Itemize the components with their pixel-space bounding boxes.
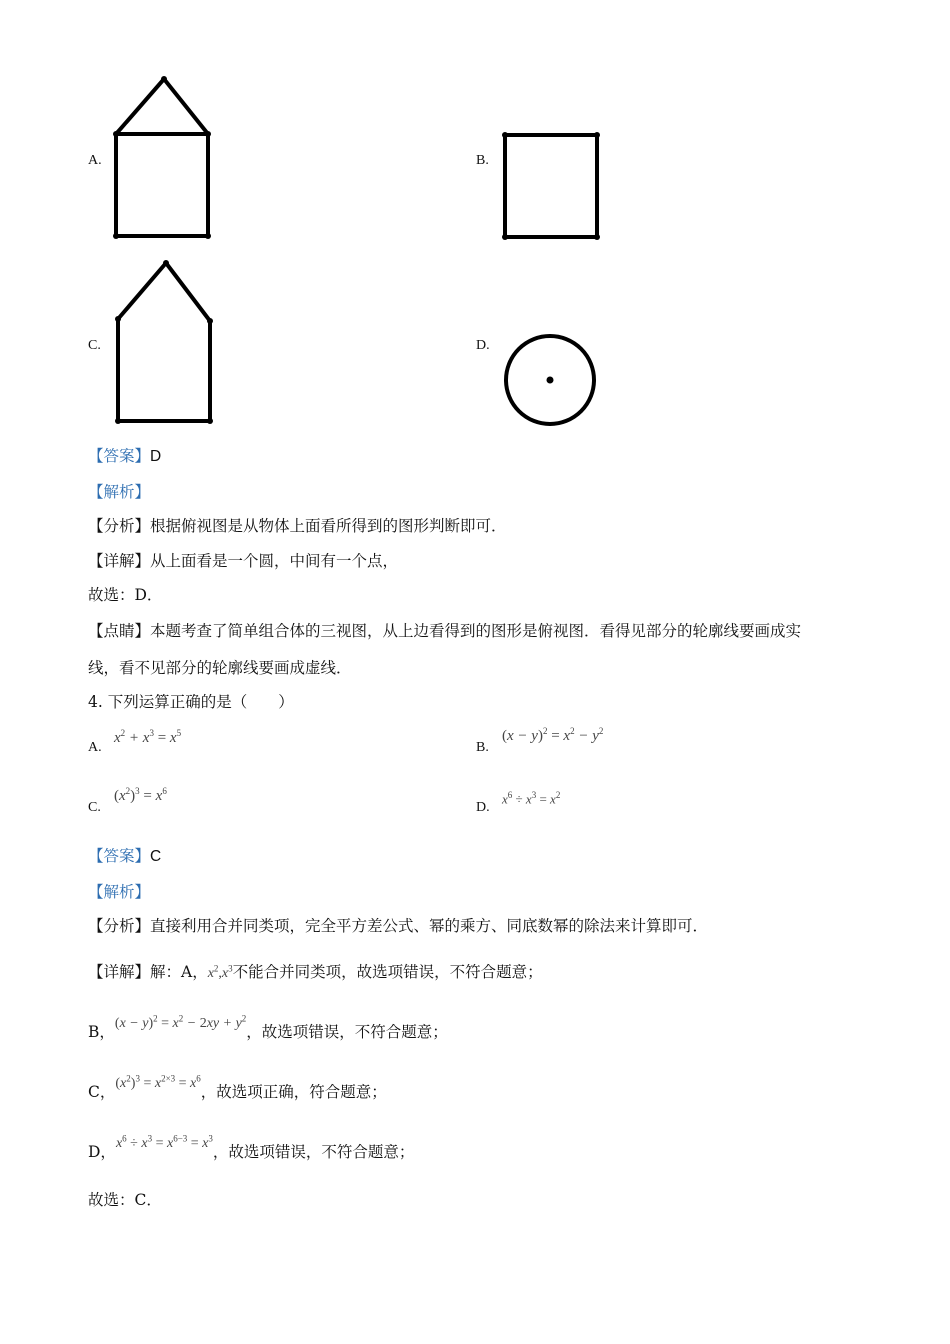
q4-option-c-label: C. — [88, 800, 101, 815]
q4-analysis-tag: 【解析】 — [88, 883, 151, 901]
option-d-circle-figure — [498, 330, 602, 434]
q4-stem: 4. 下列运算正确的是（ ） — [88, 693, 294, 711]
answer-value: D — [150, 448, 162, 465]
q4-option-b-formula: $(x - y)^2 = x^2 - y^2$ — [502, 726, 604, 744]
option-b-square-figure — [498, 128, 608, 246]
q4-option-d-label: D. — [476, 800, 490, 815]
option-c-label: C. — [88, 338, 101, 353]
q4-answer-line — [88, 844, 161, 866]
q4-option-c-formula: $(x^2)^3 = x^6$ — [114, 786, 167, 804]
q4-answer-tag: 【答案】 — [88, 847, 151, 865]
q3-answer-line — [88, 444, 161, 466]
q4-choice: 故选：C． — [88, 1191, 162, 1209]
q4-option-a-label: A. — [88, 740, 102, 755]
q3-choice: 故选：D． — [88, 586, 163, 604]
q4-fenxi: 【分析】直接利用合并同类项，完全平方差公式、幂的乘方、同底数幂的除法来计算即可． — [88, 917, 709, 935]
q4-c-suffix: ，故选项正确，符合题意； — [200, 1083, 387, 1101]
q3-comment-line-2: 线，看不见部分的轮廓线要画成虚线． — [88, 659, 352, 677]
q4-d-prefix: D， — [88, 1143, 116, 1161]
q4-d-suffix: ，故选项错误，不符合题意； — [212, 1143, 415, 1161]
q4-detail-c-formula: $(x^2)^3 = x^{2\times 3} = x^6$ — [115, 1073, 201, 1091]
q4-detail-b-formula: $(x - y)^2 = x^2 - 2xy + y^2$ — [114, 1013, 247, 1031]
option-a-label: A. — [88, 153, 102, 168]
option-a-house-figure — [100, 70, 220, 245]
q4-option-a-formula: $x^2 + x^3 = x^5$ — [114, 728, 182, 746]
q4-detail-d — [88, 1133, 415, 1162]
q4-b-prefix: B， — [88, 1023, 115, 1041]
option-d-label: D. — [476, 338, 490, 353]
q4-detail-a-suffix: 不能合并同类项，故选项错误，不符合题意； — [232, 963, 543, 981]
q4-detail-a — [88, 960, 543, 982]
q4-detail-c — [88, 1073, 387, 1102]
q4-detail-a-formula: $x^2,x^3$ — [207, 963, 233, 981]
q4-b-suffix: ，故选项错误，不符合题意； — [246, 1023, 448, 1041]
option-c-pentagon-figure — [105, 255, 225, 430]
q4-option-b-label: B. — [476, 740, 489, 755]
q4-detail-b — [88, 1013, 448, 1042]
answer-tag: 【答案】 — [88, 447, 151, 465]
q4-c-prefix: C， — [88, 1083, 116, 1101]
q4-option-d-formula: $x^6 \div x^3 = x^2$ — [502, 790, 561, 807]
q4-detail-d-formula: $x^6 \div x^3 = x^{6-3} = x^3$ — [115, 1133, 213, 1151]
q4-answer-value: C — [150, 848, 162, 865]
analysis-tag: 【解析】 — [88, 483, 151, 501]
q3-fenxi: 【分析】根据俯视图是从物体上面看所得到的图形判断即可． — [88, 517, 507, 535]
q3-detail: 【详解】从上面看是一个圆，中间有一个点， — [88, 552, 399, 570]
option-b-label: B. — [476, 153, 489, 168]
q4-detail-prefix: 【详解】解：A， — [88, 963, 208, 981]
q3-comment-line-1: 【点睛】本题考查了简单组合体的三视图，从上边看得到的图形是俯视图．看得见部分的轮廓线要画成实 — [88, 622, 802, 640]
